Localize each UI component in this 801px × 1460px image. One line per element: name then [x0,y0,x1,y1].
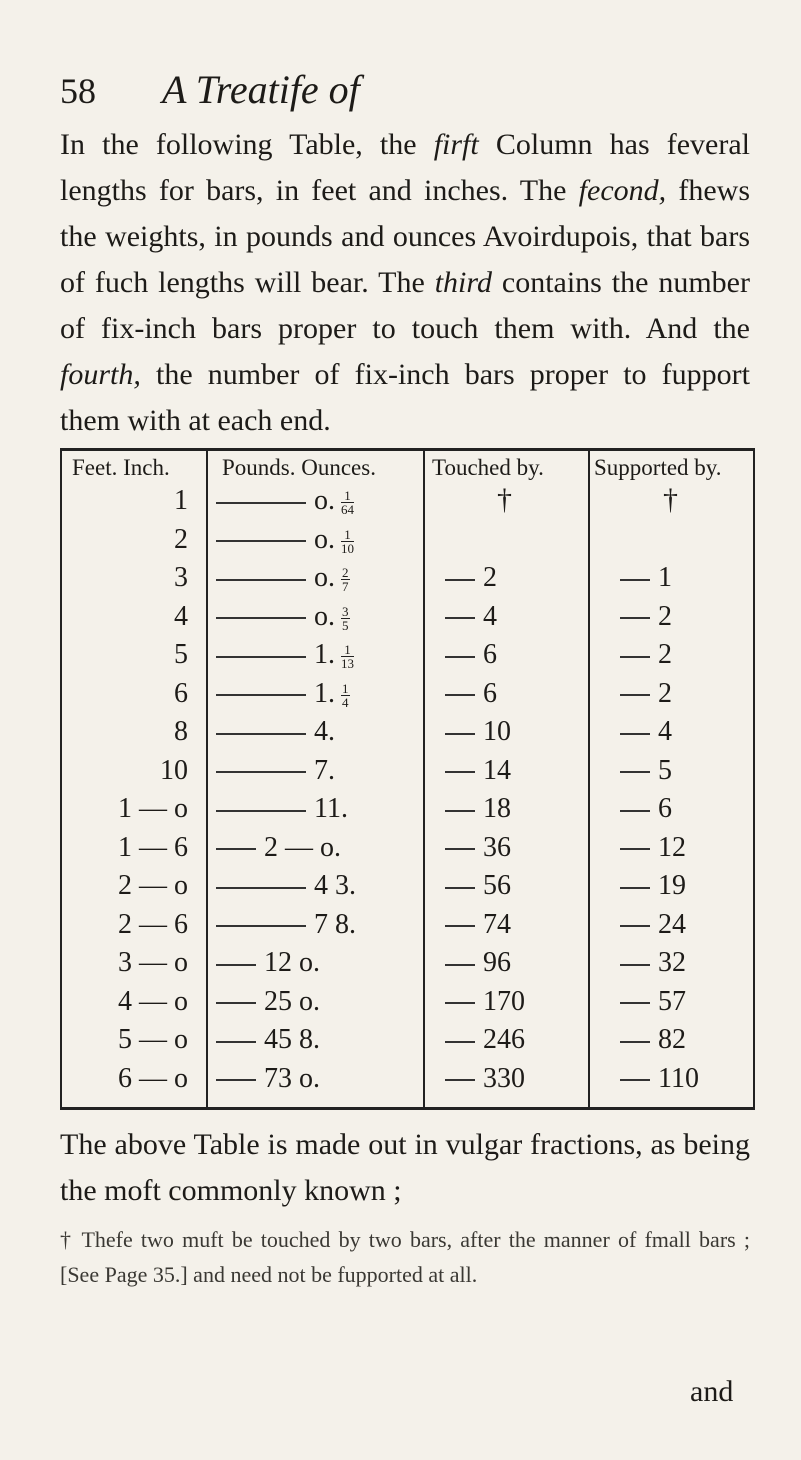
leader-dash [620,579,650,581]
weight-value: 7. [314,754,335,786]
weight-cell [216,716,335,748]
weight-cell [216,1024,320,1056]
supported-cell [620,1024,686,1056]
table-row [60,524,755,563]
table-row [60,986,755,1025]
length-cell: 1 — 6 [118,831,188,863]
touched-cell [445,793,511,825]
leader-dash [216,810,306,812]
weight-value: 12 o. [264,947,320,978]
fraction-numerator: 3 [342,603,349,619]
intro-italic-3: third [434,266,492,299]
weight-value: 1. [314,639,335,670]
intro-text-1: In the following Table, the [60,128,417,161]
length-cell: 4 — o [118,985,188,1017]
leader-dash [620,925,650,927]
leader-dash [216,502,306,504]
leader-dash [216,925,306,927]
leader-dash [620,656,650,658]
leader-dash [216,1041,256,1043]
weight-cell [216,986,320,1018]
supported-value: 82 [658,1024,686,1055]
touched-value: 4 [483,600,497,632]
weight-value: o. [314,523,335,555]
ounce-fraction [341,605,350,632]
intro-text-5: the number of fix-inch bars proper to fupport them with at each end. [60,358,750,437]
leader-dash [216,964,256,966]
ounce-fraction [341,489,354,516]
touched-value: 14 [483,754,511,786]
length-cell: 2 [174,523,188,555]
supported-value: 2 [658,677,672,709]
supported-value: 5 [658,754,672,786]
supported-cell [620,678,672,710]
supported-value: 32 [658,947,686,978]
touched-cell [445,716,511,748]
weight-value: o. [314,485,335,516]
leader-dash [445,617,475,619]
supported-cell [620,562,672,594]
leader-dash [216,694,306,696]
weight-cell [216,793,348,825]
closing-sentence: The above Table is made out in vulgar fractions, as being the moft commonly known ; [60,1128,750,1207]
intro-text-2: Column has feveral lengths for bars, in feet and inches. The [60,128,751,207]
fraction-denominator: 10 [341,540,354,556]
weight-value: 45 8. [264,1024,320,1055]
weight-value: 73 o. [264,1062,320,1094]
leader-dash [620,771,650,773]
table-row [60,485,755,524]
weight-cell [216,1063,320,1095]
length-cell: 2 — 6 [118,908,188,940]
length-cell: 1 [174,485,188,516]
fraction-numerator: 1 [341,643,354,657]
length-cell: 2 — o [118,870,188,901]
supported-value: 2 [658,600,672,632]
catchword: and [690,1375,734,1408]
weight-cell [216,639,354,671]
supported-cell [620,755,672,787]
touched-value: 246 [483,1024,525,1055]
table-row [60,793,755,832]
length-cell: 6 [174,677,188,709]
leader-dash [620,694,650,696]
leader-dash [445,733,475,735]
touched-value: 18 [483,793,511,824]
table-row [60,870,755,909]
leader-dash [216,733,306,735]
fraction-numerator: 1 [342,680,349,696]
length-cell: 4 [174,600,188,632]
supported-cell [620,947,686,979]
fraction-numerator: 1 [341,489,354,503]
touched-value: 6 [483,677,497,709]
weight-value: 25 o. [264,985,320,1017]
length-cell: 5 [174,639,188,670]
leader-dash [620,733,650,735]
touched-cell [445,639,497,671]
leader-dash [445,887,475,889]
running-header [60,66,360,113]
touched-cell [445,1024,525,1056]
supported-value: 110 [658,1062,699,1094]
leader-dash [620,887,650,889]
weight-cell [216,755,335,787]
leader-dash [620,1041,650,1043]
footnote: † Thefe two muft be touched by two bars, after the manner of fmall bars ; [See Page 35.] and need not be fupported at all. [60,1227,750,1287]
leader-dash [620,810,650,812]
leader-dash [216,1002,256,1004]
weight-value: 1. [314,677,335,709]
table-row [60,909,755,948]
table-row [60,947,755,986]
touched-value: 330 [483,1062,525,1094]
leader-dash [216,656,306,658]
header-touched-by: Touched by. [432,455,544,480]
supported-value: 6 [658,793,672,824]
intro-paragraph [60,122,750,444]
ounce-fraction [341,566,350,593]
weight-cell [216,562,350,594]
table-row [60,562,755,601]
touched-value: 170 [483,985,525,1017]
weight-cell [216,870,356,902]
table-row [60,1024,755,1063]
weight-cell [216,601,350,633]
supported-cell [620,601,672,633]
length-cell: 6 — o [118,1062,188,1094]
supported-cell [620,832,686,864]
fraction-denominator: 13 [341,656,354,672]
leader-dash [216,617,306,619]
touched-value: 6 [483,639,497,670]
weight-value: o. [314,562,335,593]
length-cell: 5 — o [118,1024,188,1055]
touched-cell [445,947,511,979]
ounce-fraction [341,643,354,670]
table-row [60,716,755,755]
touched-cell [445,870,511,902]
touched-cell [445,601,497,633]
weight-cell [216,485,354,517]
weight-cell [216,909,356,941]
fraction-denominator: 64 [341,502,354,518]
touched-value: 74 [483,908,511,940]
table-row [60,832,755,871]
supported-cell [620,716,672,748]
leader-dash [445,1041,475,1043]
supported-value: 57 [658,985,686,1017]
supported-value: 2 [658,639,672,670]
weight-value: o. [314,600,335,632]
leader-dash [445,656,475,658]
header-feet-inch: Feet. Inch. [72,455,170,480]
touched-cell [445,986,525,1018]
touched-value: 2 [483,562,497,593]
leader-dash [620,617,650,619]
leader-dash [216,579,306,581]
supported-value: 4 [658,716,672,747]
intro-italic-4: fourth, [60,358,141,391]
dagger-mark: † [663,483,678,516]
intro-text-4: contains the number of fix-inch bars proper to touch them with. And the [60,266,750,345]
weight-value: 7 8. [314,908,356,940]
touched-cell [445,832,511,864]
length-cell: 10 [160,754,188,786]
weight-value: 11. [314,793,348,824]
weight-cell [216,678,350,710]
leader-dash [445,964,475,966]
leader-dash [216,540,306,542]
running-title: A Treatife of [162,67,360,112]
leader-dash [445,694,475,696]
dagger-mark: † [497,483,512,516]
supported-value: 24 [658,908,686,940]
supported-cell [620,639,672,671]
leader-dash [445,1002,475,1004]
ounce-fraction [341,682,350,709]
fraction-numerator: 1 [341,528,354,542]
touched-cell [445,755,511,787]
weight-cell [216,947,320,979]
supported-cell [620,870,686,902]
leader-dash [620,964,650,966]
table-row [60,1063,755,1102]
length-cell: 3 [174,562,188,593]
table-row [60,755,755,794]
touched-value: 10 [483,716,511,747]
supported-value: 19 [658,870,686,901]
touched-value: 56 [483,870,511,901]
leader-dash [445,848,475,850]
table-row [60,601,755,640]
touched-cell [445,562,497,594]
intro-italic-1: firft [433,128,479,161]
supported-value: 12 [658,831,686,863]
weight-value: 4 3. [314,870,356,901]
leader-dash [445,579,475,581]
leader-dash [445,1079,475,1081]
leader-dash [216,771,306,773]
touched-cell [445,1063,525,1095]
touched-cell [445,678,497,710]
leader-dash [216,1079,256,1081]
touched-value: 36 [483,831,511,863]
leader-dash [216,848,256,850]
fraction-denominator: 7 [342,579,349,595]
weight-value: 2 — o. [264,831,341,863]
fraction-denominator: 4 [342,694,349,710]
leader-dash [620,1002,650,1004]
supported-cell [620,986,686,1018]
table-row [60,678,755,717]
leader-dash [620,1079,650,1081]
length-cell: 8 [174,716,188,747]
fraction-denominator: 5 [342,617,349,633]
leader-dash [445,925,475,927]
intro-text-3: fhews the weights, in pounds and ounces Avoirdupois, that bars of fuch lengths will bear. The [60,174,751,299]
ounce-fraction [341,528,354,555]
page-number: 58 [60,71,96,111]
length-cell: 1 — o [118,793,188,824]
supported-cell [620,909,686,941]
supported-value: 1 [658,562,672,593]
header-supported-by: Supported by. [594,455,722,480]
weight-value: 4. [314,716,335,747]
leader-dash [445,810,475,812]
leader-dash [445,771,475,773]
leader-dash [216,887,306,889]
fraction-numerator: 2 [342,565,349,581]
bar-strength-table [60,448,755,1110]
header-pounds-ounces: Pounds. Ounces. [222,455,376,480]
touched-value: 96 [483,947,511,978]
length-cell: 3 — o [118,947,188,978]
table-row [60,639,755,678]
supported-cell [620,793,672,825]
leader-dash [620,848,650,850]
touched-cell [445,909,511,941]
supported-cell [620,1063,699,1095]
weight-cell [216,832,341,864]
intro-italic-2: fecond, [578,174,667,207]
weight-cell [216,524,354,556]
